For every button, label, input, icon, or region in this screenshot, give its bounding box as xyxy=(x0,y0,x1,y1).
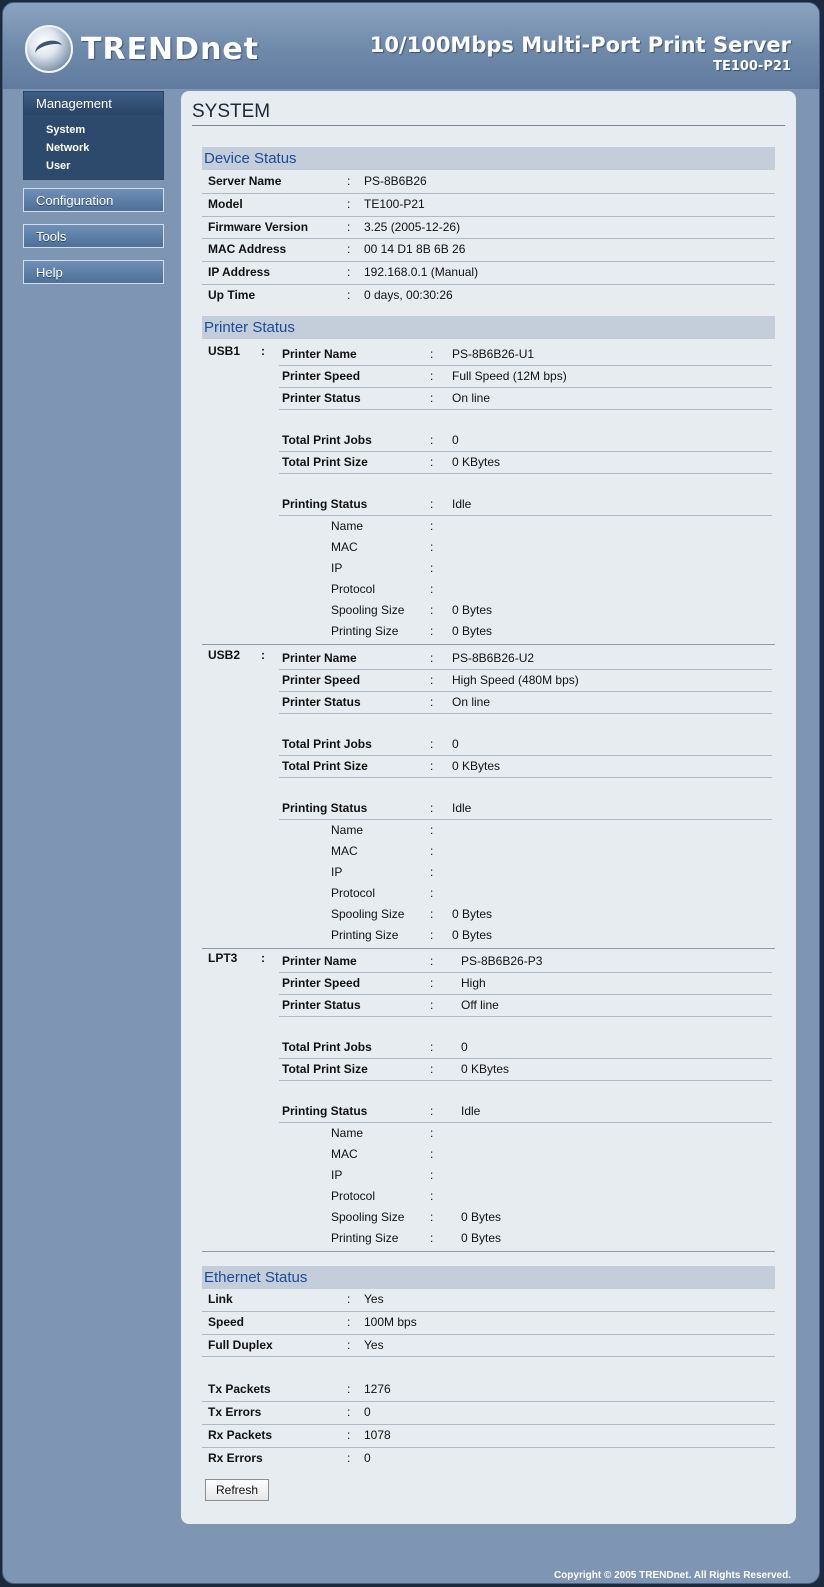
field-value: 1078 xyxy=(364,1427,391,1442)
colon: : xyxy=(430,928,434,942)
field-label: Total Print Jobs xyxy=(282,1040,372,1054)
colon: : xyxy=(430,497,434,511)
colon: : xyxy=(347,196,351,211)
port-label: USB2 xyxy=(208,648,241,662)
port-row xyxy=(279,537,772,558)
port-row xyxy=(279,621,772,642)
colon: : xyxy=(430,1210,434,1224)
field-label: Server Name xyxy=(208,174,282,188)
field-label: Link xyxy=(208,1292,233,1306)
nav-configuration[interactable]: Configuration xyxy=(23,188,164,212)
field-value: PS-8B6B26 xyxy=(364,174,427,188)
colon: : xyxy=(347,174,351,188)
field-label: MAC xyxy=(331,540,358,554)
field-label: Full Duplex xyxy=(208,1337,273,1352)
field-value: 0 Bytes xyxy=(452,907,493,921)
colon: : xyxy=(430,1126,434,1140)
colon: : xyxy=(347,1314,351,1329)
field-label: Total Print Size xyxy=(282,455,368,469)
port-divider xyxy=(202,644,775,645)
port-row xyxy=(279,734,772,756)
port-row xyxy=(279,820,772,841)
colon: : xyxy=(430,695,434,709)
port-row xyxy=(279,1037,772,1059)
port-divider xyxy=(202,1251,775,1252)
colon: : xyxy=(430,1062,434,1076)
colon: : xyxy=(430,540,434,554)
field-value: High xyxy=(461,976,486,990)
kv-row xyxy=(202,1312,775,1335)
field-value: On line xyxy=(452,391,491,405)
field-value: Full Speed (12M bps) xyxy=(452,369,567,383)
field-value: 0 days, 00:30:26 xyxy=(364,287,453,302)
colon: : xyxy=(347,265,351,280)
field-value: PS-8B6B26-P3 xyxy=(461,954,543,968)
field-value: 0 Bytes xyxy=(461,1210,502,1224)
colon: : xyxy=(430,1168,434,1182)
field-label: MAC Address xyxy=(208,242,287,257)
app-frame xyxy=(2,2,820,1584)
colon: : xyxy=(430,737,434,751)
field-label: Printing Status xyxy=(282,1104,368,1118)
printer-port-usb2 xyxy=(202,646,775,946)
colon: : xyxy=(430,1189,434,1203)
port-row xyxy=(279,1165,772,1186)
header xyxy=(3,3,819,89)
kv-row xyxy=(202,262,775,285)
colon: : xyxy=(430,519,434,533)
port-row xyxy=(279,1059,772,1081)
colon: : xyxy=(430,433,434,447)
field-label: Printer Name xyxy=(282,954,357,968)
port-row xyxy=(279,692,772,714)
field-label: IP Address xyxy=(208,265,271,280)
port-row xyxy=(279,344,772,366)
colon: : xyxy=(430,624,434,638)
port-row xyxy=(279,973,772,995)
field-label: Spooling Size xyxy=(331,603,405,617)
field-label: Tx Packets xyxy=(208,1382,271,1397)
device-status-table xyxy=(202,171,775,307)
field-label: Total Print Size xyxy=(282,759,368,773)
colon: : xyxy=(430,347,434,361)
colon: : xyxy=(430,673,434,687)
kv-row xyxy=(202,285,775,307)
port-row xyxy=(279,600,772,621)
port-row xyxy=(279,516,772,537)
field-label: Printer Speed xyxy=(282,976,361,990)
field-label: Name xyxy=(331,823,364,837)
field-value: 3.25 (2005-12-26) xyxy=(364,219,461,234)
port-row xyxy=(279,558,772,579)
colon: : xyxy=(347,1382,351,1397)
colon: : xyxy=(430,1147,434,1161)
trendnet-logo xyxy=(25,25,259,73)
field-value: On line xyxy=(452,695,491,709)
page-title: SYSTEM xyxy=(192,101,785,126)
colon: : xyxy=(261,344,265,358)
field-value: 0 xyxy=(452,433,459,447)
field-value: Idle xyxy=(461,1104,481,1118)
port-row xyxy=(279,756,772,778)
port-row xyxy=(279,648,772,670)
kv-row xyxy=(202,194,775,217)
nav-network[interactable]: Network xyxy=(46,142,90,154)
colon: : xyxy=(430,582,434,596)
nav-help[interactable]: Help xyxy=(23,260,164,284)
ethernet-status-table xyxy=(202,1289,775,1469)
field-label: Protocol xyxy=(331,1189,376,1203)
field-value: 0 Bytes xyxy=(452,928,493,942)
field-label: Name xyxy=(331,519,364,533)
field-value: 00 14 D1 8B 6B 26 xyxy=(364,242,466,257)
field-label: Printer Status xyxy=(282,998,361,1012)
field-label: Model xyxy=(208,196,243,211)
kv-row xyxy=(202,1289,775,1312)
port-row xyxy=(279,1101,772,1123)
nav-user[interactable]: User xyxy=(46,160,71,172)
field-label: Name xyxy=(331,1126,364,1140)
field-label: Spooling Size xyxy=(331,907,405,921)
field-value: Yes xyxy=(364,1337,384,1352)
port-label: LPT3 xyxy=(208,951,238,965)
colon: : xyxy=(430,976,434,990)
colon: : xyxy=(430,1231,434,1245)
kv-row xyxy=(202,239,775,262)
kv-row xyxy=(202,217,775,240)
colon: : xyxy=(347,219,351,234)
colon: : xyxy=(430,455,434,469)
sidebar-nav xyxy=(23,91,164,284)
field-label: Printer Status xyxy=(282,695,361,709)
product-title: 10/100Mbps Multi-Port Print Server xyxy=(369,33,791,57)
content-panel xyxy=(181,91,796,1524)
port-row xyxy=(279,366,772,388)
nav-system[interactable]: System xyxy=(46,124,86,136)
colon: : xyxy=(430,561,434,575)
spacer-row xyxy=(202,1357,775,1379)
field-value: PS-8B6B26-U2 xyxy=(452,651,535,665)
ethernet-status-heading: Ethernet Status xyxy=(202,1266,775,1289)
field-value: 0 KBytes xyxy=(461,1062,510,1076)
port-row xyxy=(279,951,772,973)
colon: : xyxy=(430,801,434,815)
field-value: 0 Bytes xyxy=(461,1231,502,1245)
field-label: Spooling Size xyxy=(331,1210,405,1224)
colon: : xyxy=(430,998,434,1012)
port-row xyxy=(279,1186,772,1207)
field-label: Printer Speed xyxy=(282,673,361,687)
printer-port-lpt3 xyxy=(202,949,775,1249)
field-value: TE100-P21 xyxy=(364,196,425,211)
port-label: USB1 xyxy=(208,344,241,358)
field-label: Total Print Jobs xyxy=(282,433,372,447)
colon: : xyxy=(430,954,434,968)
field-label: Protocol xyxy=(331,886,376,900)
refresh-button[interactable]: Refresh xyxy=(205,1479,269,1501)
port-row xyxy=(279,904,772,925)
field-value: 0 xyxy=(461,1040,468,1054)
field-label: Protocol xyxy=(331,582,376,596)
port-row xyxy=(279,494,772,516)
field-value: 0 xyxy=(364,1450,371,1465)
nav-management[interactable]: Management xyxy=(23,91,164,115)
port-row xyxy=(279,452,772,474)
field-label: Speed xyxy=(208,1314,245,1329)
colon: : xyxy=(261,648,265,662)
colon: : xyxy=(430,759,434,773)
port-row xyxy=(279,430,772,452)
field-label: Up Time xyxy=(208,287,256,302)
field-label: IP xyxy=(331,1168,343,1182)
field-value: 0 KBytes xyxy=(452,759,501,773)
field-label: Rx Errors xyxy=(208,1450,263,1465)
port-row xyxy=(279,995,772,1017)
colon: : xyxy=(430,651,434,665)
field-label: Printing Status xyxy=(282,497,368,511)
field-value: 100M bps xyxy=(364,1314,417,1329)
field-value: 0 xyxy=(364,1404,371,1419)
colon: : xyxy=(430,1040,434,1054)
copyright: Copyright © 2005 TRENDnet. All Rights Reserved. xyxy=(553,1570,791,1581)
colon: : xyxy=(347,287,351,302)
field-value: 192.168.0.1 (Manual) xyxy=(364,265,479,280)
field-value: Idle xyxy=(452,497,472,511)
kv-row xyxy=(202,171,775,194)
colon: : xyxy=(430,823,434,837)
kv-row xyxy=(202,1425,775,1448)
device-status-heading: Device Status xyxy=(202,147,775,170)
colon: : xyxy=(261,951,265,965)
kv-row xyxy=(202,1379,775,1402)
port-row xyxy=(279,670,772,692)
colon: : xyxy=(430,886,434,900)
kv-row xyxy=(202,1335,775,1358)
product-model: TE100-P21 xyxy=(713,59,791,74)
port-row xyxy=(279,1144,772,1165)
field-label: Printer Speed xyxy=(282,369,361,383)
colon: : xyxy=(430,907,434,921)
logo-text: TRENDnet xyxy=(81,31,260,67)
field-value: 0 KBytes xyxy=(452,455,501,469)
colon: : xyxy=(430,603,434,617)
field-value: PS-8B6B26-U1 xyxy=(452,347,535,361)
port-row xyxy=(279,798,772,820)
colon: : xyxy=(347,1450,351,1465)
colon: : xyxy=(347,242,351,257)
nav-tools[interactable]: Tools xyxy=(23,224,164,248)
port-row xyxy=(279,883,772,904)
field-label: Printer Name xyxy=(282,651,357,665)
printer-port-usb1 xyxy=(202,342,775,642)
kv-row xyxy=(202,1448,775,1470)
field-value: 0 Bytes xyxy=(452,603,493,617)
field-label: Printer Name xyxy=(282,347,357,361)
colon: : xyxy=(430,369,434,383)
printer-status-heading: Printer Status xyxy=(202,316,775,339)
field-label: Printer Status xyxy=(282,391,361,405)
field-label: Printing Size xyxy=(331,624,399,638)
kv-row xyxy=(202,1402,775,1425)
field-label: Total Print Size xyxy=(282,1062,368,1076)
colon: : xyxy=(430,1104,434,1118)
port-row xyxy=(279,579,772,600)
field-value: Off line xyxy=(461,998,499,1012)
field-label: Printing Size xyxy=(331,1231,399,1245)
field-label: Tx Errors xyxy=(208,1404,262,1419)
field-label: Printing Size xyxy=(331,928,399,942)
field-value: High Speed (480M bps) xyxy=(452,673,579,687)
colon: : xyxy=(430,844,434,858)
management-submenu xyxy=(23,115,164,180)
field-value: 0 Bytes xyxy=(452,624,493,638)
field-value: 0 xyxy=(452,737,459,751)
field-label: Firmware Version xyxy=(208,219,309,234)
colon: : xyxy=(347,1404,351,1419)
field-label: MAC xyxy=(331,844,358,858)
colon: : xyxy=(430,391,434,405)
port-row xyxy=(279,841,772,862)
port-row xyxy=(279,1123,772,1144)
port-row xyxy=(279,1207,772,1228)
field-label: Printing Status xyxy=(282,801,368,815)
port-row xyxy=(279,388,772,410)
field-label: Rx Packets xyxy=(208,1427,273,1442)
port-row xyxy=(279,925,772,946)
field-label: MAC xyxy=(331,1147,358,1161)
colon: : xyxy=(347,1337,351,1352)
field-value: 1276 xyxy=(364,1382,391,1397)
port-row xyxy=(279,862,772,883)
field-label: IP xyxy=(331,865,343,879)
field-value: Yes xyxy=(364,1292,384,1306)
globe-logo-icon xyxy=(25,25,73,73)
port-row xyxy=(279,1228,772,1249)
colon: : xyxy=(347,1292,351,1306)
field-label: IP xyxy=(331,561,343,575)
field-label: Total Print Jobs xyxy=(282,737,372,751)
colon: : xyxy=(430,865,434,879)
colon: : xyxy=(347,1427,351,1442)
field-value: Idle xyxy=(452,801,472,815)
